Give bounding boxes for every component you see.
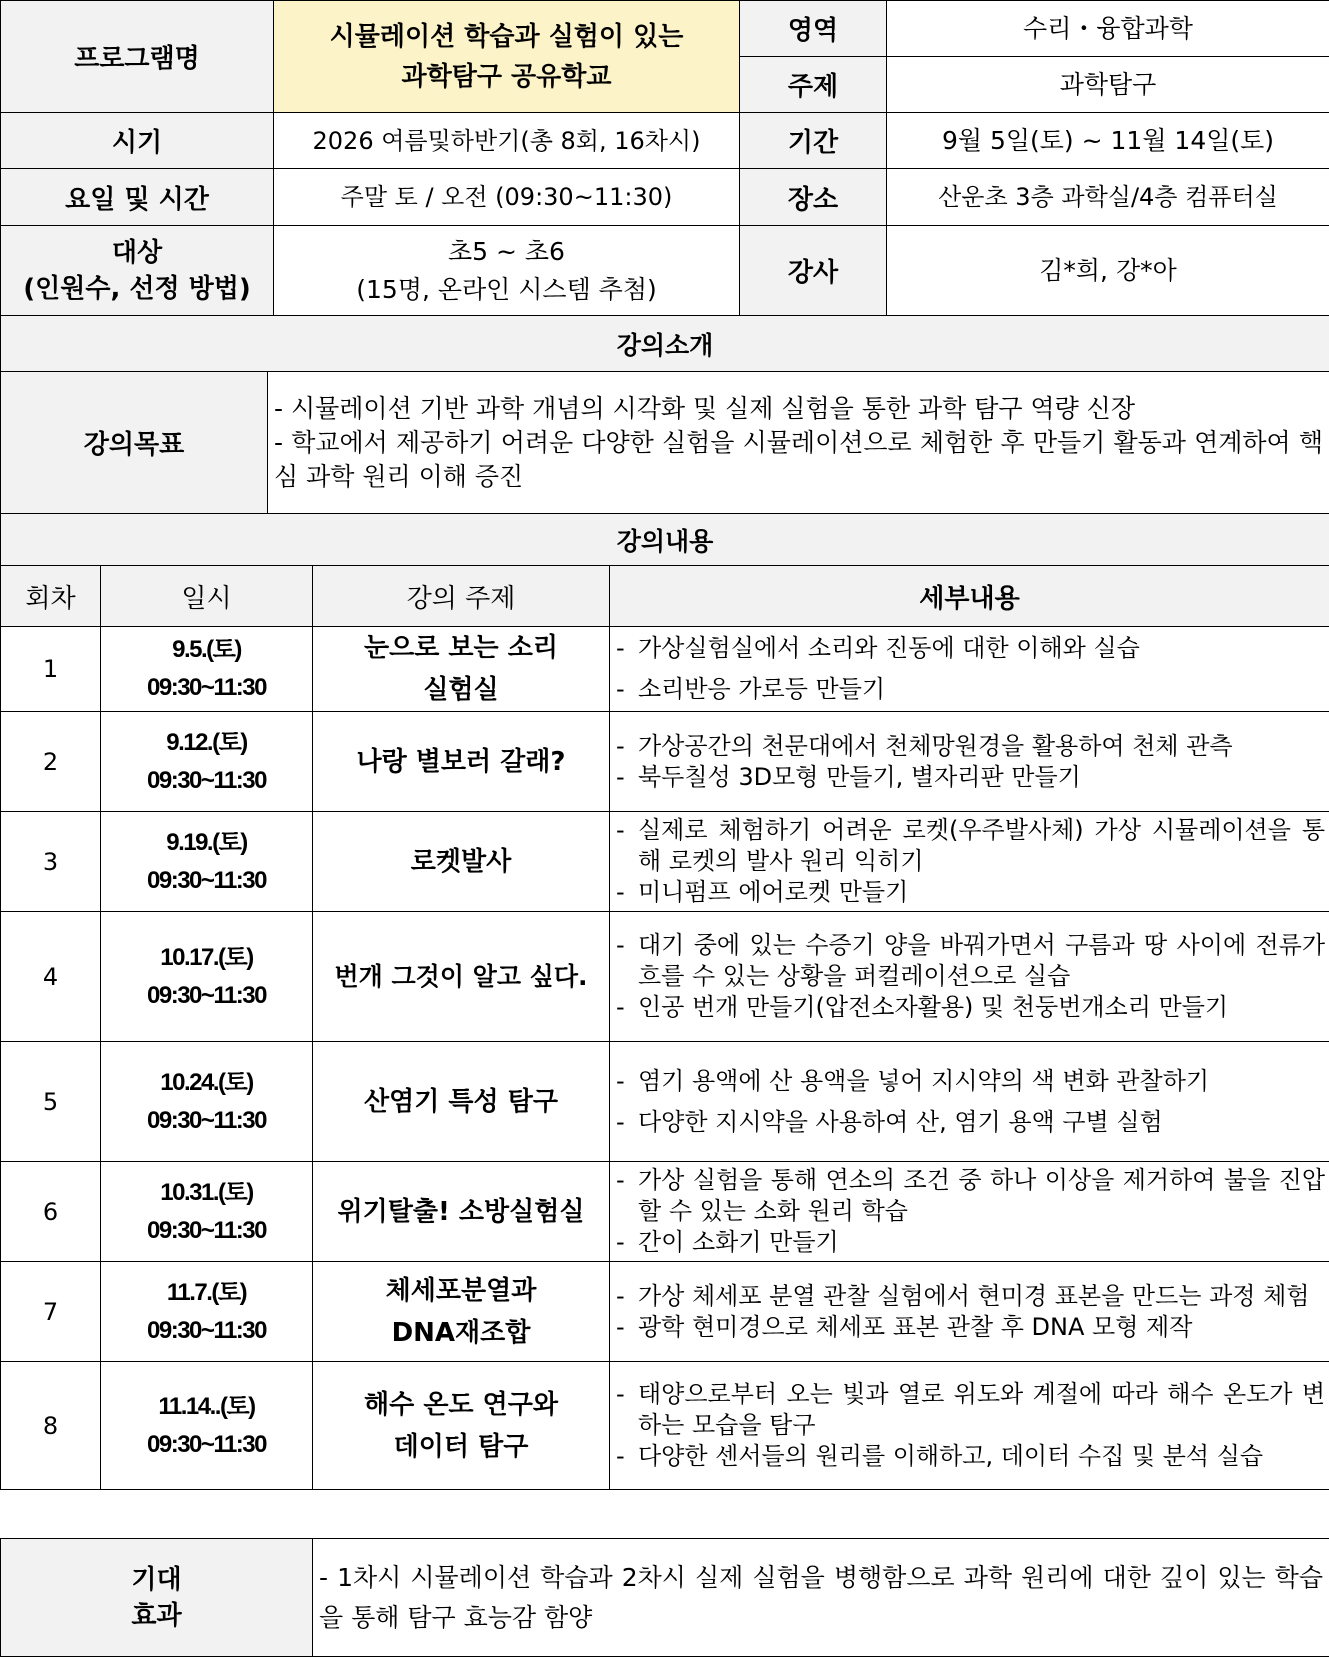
session-topic xyxy=(313,1262,610,1362)
detail-text: 가상 실험을 통해 연소의 조건 중 하나 이상을 제거하여 불을 진압할 수 있는 소화 원리 학습 xyxy=(638,1166,1326,1225)
session-date: 10.24.(토) xyxy=(160,1068,253,1096)
session-topic-line1: 위기탈출! 소방실험실 xyxy=(337,1196,585,1227)
session-no: 8 xyxy=(1,1362,101,1490)
session-row xyxy=(1,1362,1329,1490)
session-no: 4 xyxy=(1,912,101,1042)
session-topic xyxy=(313,712,610,812)
season-label: 시기 xyxy=(1,113,274,169)
session-row xyxy=(1,1262,1329,1362)
session-details xyxy=(610,1262,1329,1362)
session-date: 10.17.(토) xyxy=(160,943,253,971)
session-topic-line1: 나랑 별보러 갈래? xyxy=(356,746,566,777)
detail-text: 다양한 센서들의 원리를 이해하고, 데이터 수집 및 분석 실습 xyxy=(638,1442,1264,1470)
detail-text: 가상 체세포 분열 관찰 실험에서 현미경 표본을 만드는 과정 체험 xyxy=(638,1281,1310,1310)
daytime-value: 주말 토 / 오전 (09:30~11:30) xyxy=(274,169,740,226)
goal-line-1: - 시뮬레이션 기반 과학 개념의 시각화 및 실제 실험을 통한 과학 탐구 역량 신장 xyxy=(274,393,1135,423)
header-details: 세부내용 xyxy=(610,566,1329,627)
session-no: 1 xyxy=(1,627,101,712)
intro-table xyxy=(0,315,1329,514)
session-details xyxy=(610,627,1329,712)
header-datetime: 일시 xyxy=(101,566,313,627)
session-topic xyxy=(313,1162,610,1262)
detail-text: 북두칠성 3D모형 만들기, 별자리판 만들기 xyxy=(638,762,1081,791)
detail-text: 다양한 지시약을 사용하여 산, 염기 용액 구별 실험 xyxy=(638,1107,1163,1136)
program-name-line2: 과학탐구 공유학교 xyxy=(401,61,612,92)
session-datetime xyxy=(101,912,313,1042)
detail-item: - 가상공간의 천문대에서 천체망원경을 활용하여 천체 관측 xyxy=(616,731,1325,762)
detail-item: - 소리반응 가로등 만들기 xyxy=(616,674,1325,705)
detail-text: 실제로 체험하기 어려운 로켓(우주발사체) 가상 시뮬레이션을 통해 로켓의 발사 원리 익히기 xyxy=(638,816,1326,875)
target-value-line2: (15명, 온라인 시스템 추첨) xyxy=(356,274,657,304)
session-topic-line2: DNA재조합 xyxy=(391,1317,531,1348)
place-value: 산운초 3층 과학실/4층 컴퓨터실 xyxy=(887,169,1329,226)
session-date: 10.31.(토) xyxy=(160,1178,253,1206)
program-name-value xyxy=(274,1,740,113)
program-name-line1: 시뮬레이션 학습과 실험이 있는 xyxy=(329,21,684,52)
target-label xyxy=(1,226,274,316)
goal-text xyxy=(268,372,1329,514)
session-topic xyxy=(313,627,610,712)
content-table xyxy=(0,513,1329,1490)
period-value: 9월 5일(토) ~ 11월 14일(토) xyxy=(887,113,1329,169)
teacher-label: 강사 xyxy=(740,226,887,316)
detail-text: 인공 번개 만들기(압전소자활용) 및 천둥번개소리 만들기 xyxy=(638,993,1229,1021)
session-datetime xyxy=(101,812,313,912)
theme-label: 주제 xyxy=(740,57,887,113)
detail-item: - 가상실험실에서 소리와 진동에 대한 이해와 실습 xyxy=(616,633,1325,664)
teacher-value: 김*희, 강*아 xyxy=(887,226,1329,316)
detail-item: - 미니펌프 에어로켓 만들기 xyxy=(616,877,1325,908)
session-topic-line1: 로켓발사 xyxy=(410,846,512,877)
detail-text: 가상공간의 천문대에서 천체망원경을 활용하여 천체 관측 xyxy=(638,731,1233,760)
session-row xyxy=(1,812,1329,912)
detail-item: - 인공 번개 만들기(압전소자활용) 및 천둥번개소리 만들기 xyxy=(616,992,1325,1023)
session-time: 09:30~11:30 xyxy=(147,1106,266,1134)
session-datetime xyxy=(101,1042,313,1162)
session-row xyxy=(1,627,1329,712)
detail-item: - 대기 중에 있는 수증기 양을 바꿔가면서 구름과 땅 사이에 전류가 흐를 수 있는 상황을 퍼컬레이션으로 실습 xyxy=(616,931,1326,990)
area-label: 영역 xyxy=(740,1,887,57)
goal-label: 강의목표 xyxy=(1,372,268,514)
session-date: 11.14..(토) xyxy=(158,1392,255,1420)
session-datetime xyxy=(101,1162,313,1262)
session-no: 3 xyxy=(1,812,101,912)
target-label-line1: 대상 xyxy=(111,237,163,268)
detail-text: 미니펌프 에어로켓 만들기 xyxy=(638,878,909,906)
detail-text: 태양으로부터 오는 빛과 열로 위도와 계절에 따라 해수 온도가 변하는 모습을 탐구 xyxy=(638,1380,1326,1439)
detail-item: - 간이 소화기 만들기 xyxy=(616,1227,1325,1258)
detail-item: - 가상 실험을 통해 연소의 조건 중 하나 이상을 제거하여 불을 진압할 수 있는 소화 원리 학습 xyxy=(616,1166,1326,1225)
content-section-title: 강의내용 xyxy=(1,514,1329,566)
area-value: 수리・융합과학 xyxy=(887,1,1329,57)
session-date: 11.7.(토) xyxy=(166,1278,247,1306)
place-label: 장소 xyxy=(740,169,887,226)
detail-text: 간이 소화기 만들기 xyxy=(638,1228,839,1256)
session-time: 09:30~11:30 xyxy=(147,866,266,894)
detail-text: 가상실험실에서 소리와 진동에 대한 이해와 실습 xyxy=(638,634,1140,662)
session-date: 9.12.(토) xyxy=(166,728,247,756)
session-details xyxy=(610,712,1329,812)
effect-label-line2: 효과 xyxy=(131,1600,182,1631)
daytime-label: 요일 및 시간 xyxy=(1,169,274,226)
session-details xyxy=(610,1042,1329,1162)
session-topic xyxy=(313,1042,610,1162)
session-topic-line2: 실험실 xyxy=(423,675,499,705)
session-row xyxy=(1,1162,1329,1262)
session-no: 7 xyxy=(1,1262,101,1362)
session-row xyxy=(1,712,1329,812)
intro-section-title: 강의소개 xyxy=(1,316,1329,372)
detail-item: - 가상 체세포 분열 관찰 실험에서 현미경 표본을 만드는 과정 체험 xyxy=(616,1281,1325,1312)
session-time: 09:30~11:30 xyxy=(147,1430,266,1458)
effect-text: - 1차시 시뮬레이션 학습과 2차시 실제 실험을 병행함으로 과학 원리에 대한 깊이 있는 학습을 통해 탐구 효능감 함양 xyxy=(313,1539,1329,1657)
session-topic-line1: 번개 그것이 알고 싶다. xyxy=(334,961,588,991)
session-datetime xyxy=(101,627,313,712)
header-topic: 강의 주제 xyxy=(313,566,610,627)
theme-value: 과학탐구 xyxy=(887,57,1329,113)
detail-item: - 다양한 지시약을 사용하여 산, 염기 용액 구별 실험 xyxy=(616,1107,1325,1138)
detail-item: - 북두칠성 3D모형 만들기, 별자리판 만들기 xyxy=(616,762,1325,793)
session-no: 5 xyxy=(1,1042,101,1162)
session-row xyxy=(1,912,1329,1042)
effect-label-line1: 기대 xyxy=(131,1564,182,1595)
session-details xyxy=(610,1162,1329,1262)
target-value xyxy=(274,226,740,316)
goal-line-2: - 학교에서 제공하기 어려운 다양한 실험을 시뮬레이션으로 체험한 후 만들기 활동과 연계하여 핵심 과학 원리 이해 증진 xyxy=(274,427,1324,491)
session-datetime xyxy=(101,1362,313,1490)
session-topic xyxy=(313,912,610,1042)
detail-item: - 다양한 센서들의 원리를 이해하고, 데이터 수집 및 분석 실습 xyxy=(616,1441,1325,1472)
session-time: 09:30~11:30 xyxy=(147,674,266,701)
effect-label xyxy=(1,1539,313,1657)
program-name-label: 프로그램명 xyxy=(1,1,274,113)
detail-item: - 광학 현미경으로 체세포 표본 관찰 후 DNA 모형 제작 xyxy=(616,1312,1325,1343)
detail-text: 광학 현미경으로 체세포 표본 관찰 후 DNA 모형 제작 xyxy=(638,1312,1193,1341)
period-label: 기간 xyxy=(740,113,887,169)
session-details xyxy=(610,912,1329,1042)
session-date: 9.19.(토) xyxy=(166,828,247,856)
session-datetime xyxy=(101,1262,313,1362)
session-time: 09:30~11:30 xyxy=(147,1216,266,1244)
detail-item: - 태양으로부터 오는 빛과 열로 위도와 계절에 따라 해수 온도가 변하는 모습을 탐구 xyxy=(616,1380,1326,1439)
session-date: 9.5.(토) xyxy=(172,636,241,663)
session-datetime xyxy=(101,712,313,812)
program-info-table xyxy=(0,0,1329,316)
session-topic-line1: 체세포분열과 xyxy=(385,1275,537,1306)
session-time: 09:30~11:30 xyxy=(147,981,266,1009)
session-topic-line1: 해수 온도 연구와 xyxy=(364,1389,558,1420)
detail-text: 염기 용액에 산 용액을 넣어 지시약의 색 변화 관찰하기 xyxy=(638,1066,1210,1095)
effect-table xyxy=(0,1538,1329,1657)
target-value-line1: 초5 ~ 초6 xyxy=(448,236,565,266)
session-details xyxy=(610,1362,1329,1490)
session-topic-line1: 눈으로 보는 소리 xyxy=(364,633,558,663)
session-no: 2 xyxy=(1,712,101,812)
session-no: 6 xyxy=(1,1162,101,1262)
detail-item: - 실제로 체험하기 어려운 로켓(우주발사체) 가상 시뮬레이션을 통해 로켓의 발사 원리 익히기 xyxy=(616,816,1326,875)
session-details xyxy=(610,812,1329,912)
session-topic xyxy=(313,1362,610,1490)
detail-text: 대기 중에 있는 수증기 양을 바꿔가면서 구름과 땅 사이에 전류가 흐를 수 있는 상황을 퍼컬레이션으로 실습 xyxy=(638,931,1326,990)
session-topic xyxy=(313,812,610,912)
detail-item: - 염기 용액에 산 용액을 넣어 지시약의 색 변화 관찰하기 xyxy=(616,1066,1325,1097)
season-value: 2026 여름및하반기(총 8회, 16차시) xyxy=(274,113,740,169)
target-label-line2: (인원수, 선정 방법) xyxy=(23,273,251,304)
header-session-no: 회차 xyxy=(1,566,101,627)
detail-text: 소리반응 가로등 만들기 xyxy=(638,675,886,703)
session-topic-line1: 산염기 특성 탐구 xyxy=(364,1086,558,1117)
session-row xyxy=(1,1042,1329,1162)
session-topic-line2: 데이터 탐구 xyxy=(393,1431,529,1462)
session-time: 09:30~11:30 xyxy=(147,1316,266,1344)
session-time: 09:30~11:30 xyxy=(147,766,266,794)
